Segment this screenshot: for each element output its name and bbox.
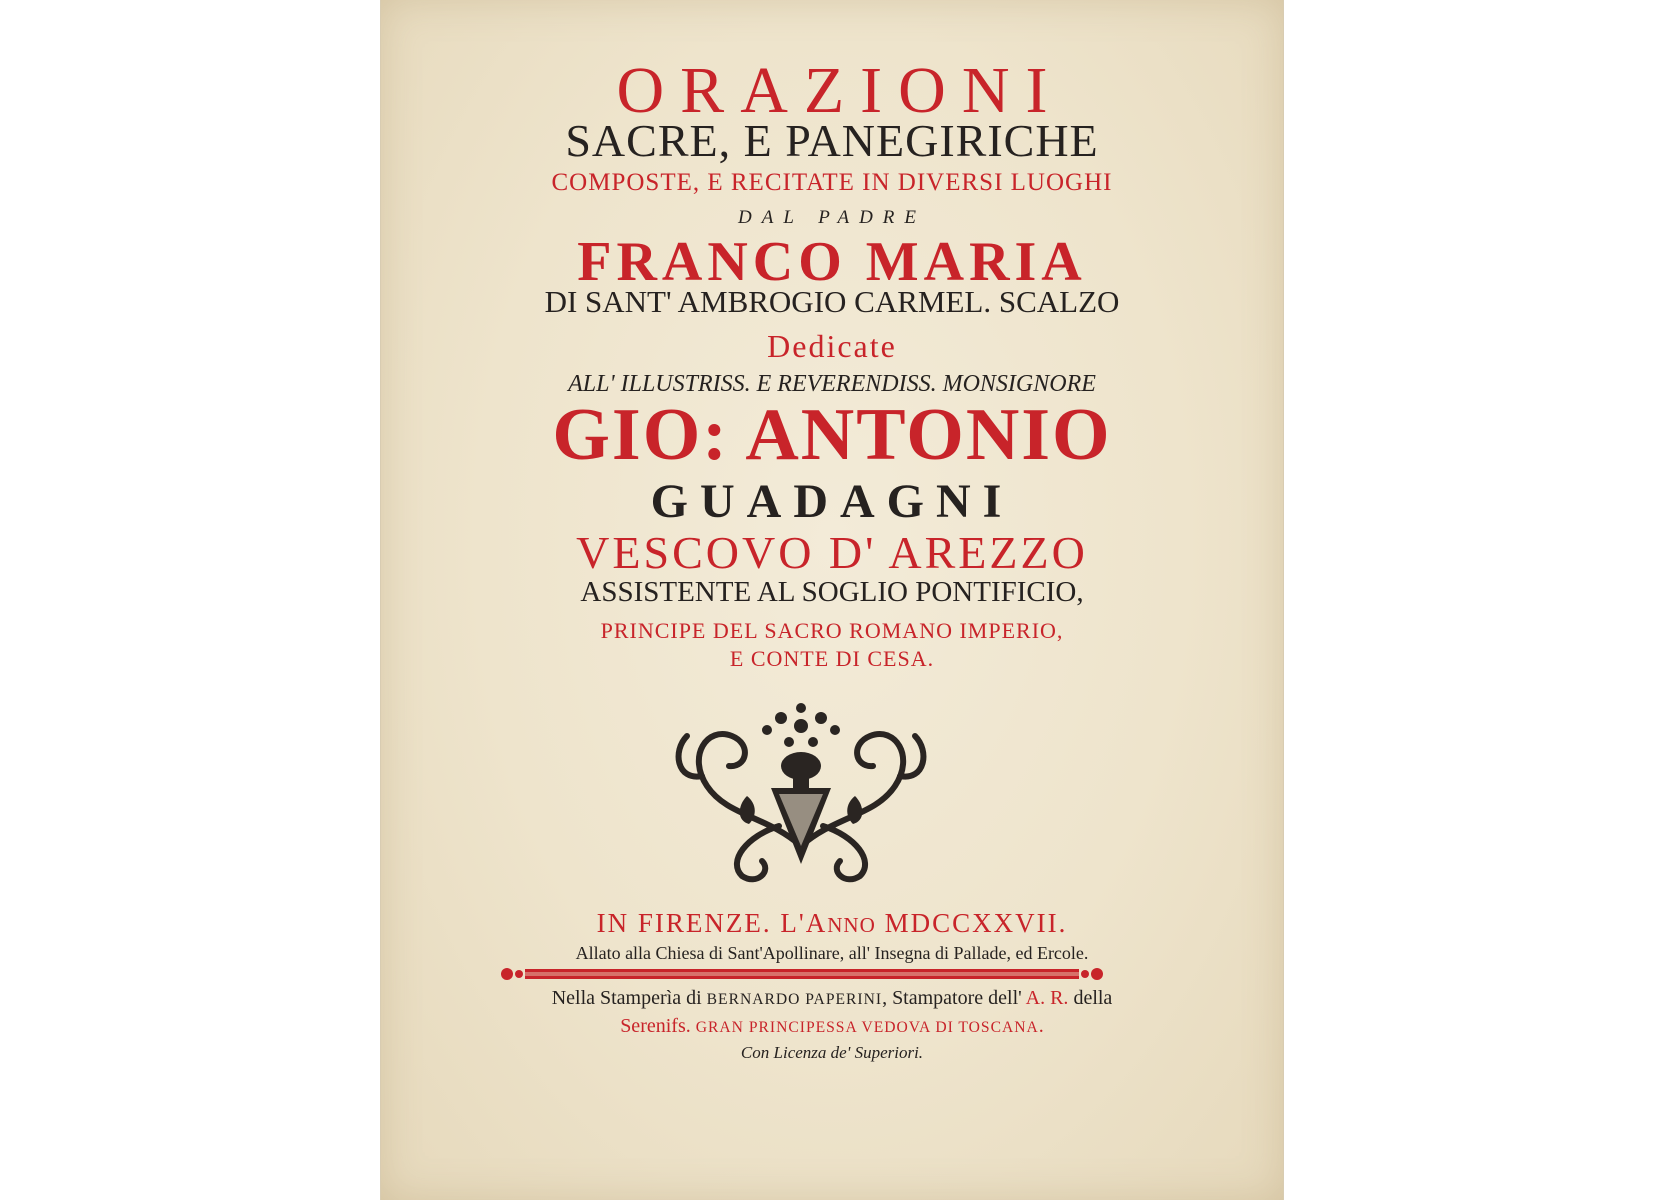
imprint-year-text: MDCCXXVII. — [875, 908, 1068, 938]
dedicatee-surname: GUADAGNI — [650, 475, 1014, 528]
imprint-place-text: IN FIRENZE. L'A — [596, 908, 828, 938]
author-order: DI SANT' AMBROGIO CARMEL. SCALZO — [544, 284, 1120, 319]
imprint-address: Allato alla Chiesa di Sant'Apollinare, all' Insegna di Pallade, ed Ercole. — [575, 943, 1089, 963]
title-page — [380, 0, 1284, 1200]
printer-suffix: della — [1068, 987, 1113, 1009]
dedicatee-office: ASSISTENTE AL SOGLIO PONTIFICIO, — [580, 576, 1084, 608]
decorative-red-rule-icon — [497, 966, 1107, 982]
imprint-printer — [381, 988, 1283, 1008]
printer-ar: A. R. — [1025, 987, 1069, 1009]
dedicatee-see: VESCOVO D' AREZZO — [576, 527, 1088, 578]
dedicatee-name: GRAN PRINCIPESSA VEDOVA DI TOSCANA — [695, 1019, 1039, 1036]
dedication-heading: Dedicate — [767, 328, 897, 364]
printer-name: BERNARDO PAPERINI — [706, 991, 883, 1008]
dedicatee-given-name: GIO: ANTONIO — [552, 394, 1112, 476]
imprint-place-year — [381, 910, 1283, 937]
dedicatee-title-1: PRINCIPE DEL SACRO ROMANO IMPERIO, — [600, 618, 1064, 643]
dedicatee-title-2: E CONTE DI CESA. — [729, 646, 935, 671]
imprint-licence: Con Licenza de' Superiori. — [740, 1043, 924, 1062]
imprint-anno-smallcaps: NNO — [827, 913, 876, 937]
by-line: DAL PADRE — [738, 207, 926, 228]
printer-prefix: Nella Stamperìa di — [551, 987, 707, 1009]
dedicatee-period: . — [1038, 1015, 1044, 1037]
floral-vase-cartouche-ornament-icon — [667, 696, 935, 886]
title-orazioni: ORAZIONI — [616, 54, 1064, 127]
author-name: FRANCO MARIA — [577, 231, 1087, 293]
dedicatee-prefix: Serenifs. — [620, 1015, 696, 1037]
title-sacre-panegiriche: SACRE, E PANEGIRICHE — [565, 115, 1099, 166]
dedication-honorific: ALL' ILLUSTRISS. E REVERENDISS. MONSIGNORE — [568, 371, 1096, 397]
printer-role: , Stampatore dell' — [882, 987, 1026, 1009]
imprint-dedicatee — [381, 1016, 1283, 1036]
subtitle-composte: COMPOSTE, E RECITATE IN DIVERSI LUOGHI — [551, 169, 1113, 196]
